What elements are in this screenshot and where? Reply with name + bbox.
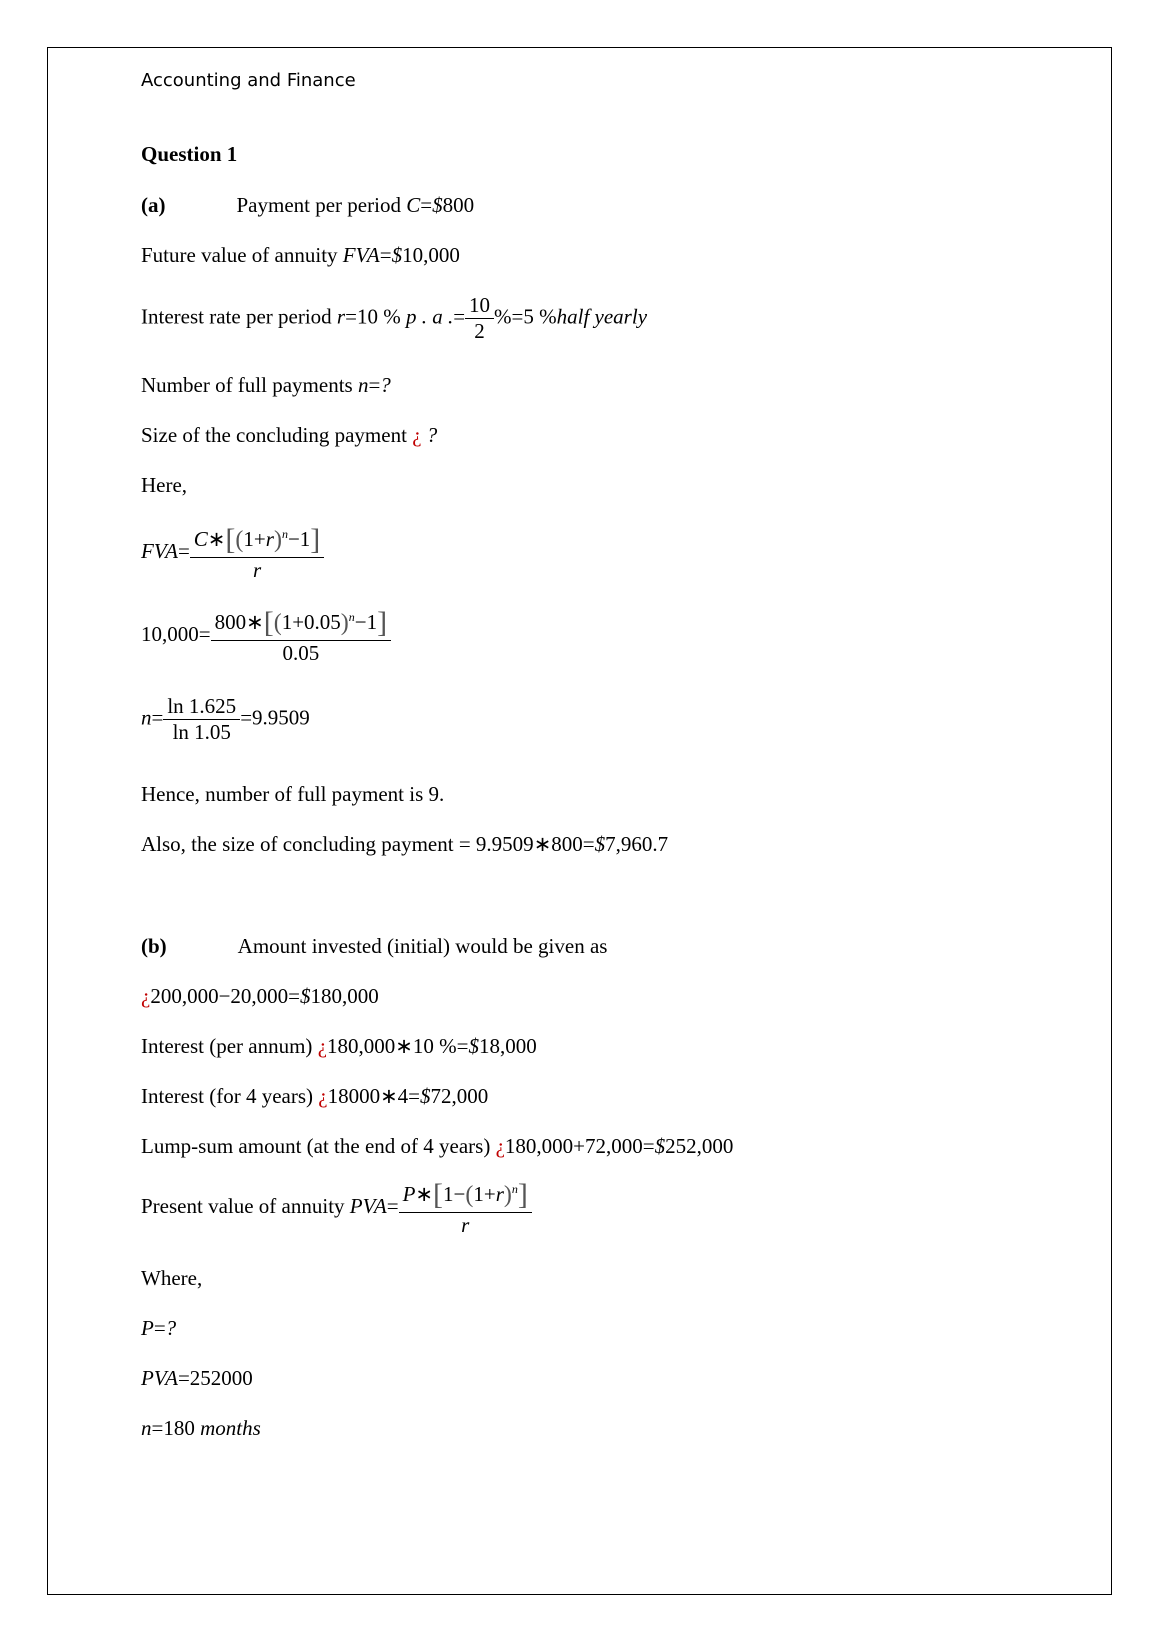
pva-formula: Present value of annuity PVA= $\frac{P∗[1-(1+r)^n]}{r}$ bbox=[141, 1180, 532, 1236]
here-line: Here, bbox=[141, 473, 188, 497]
rate-fraction: $\frac{10}{2}$ bbox=[465, 295, 494, 342]
fva-substituted: 10,000= $\frac{800∗[(1+0.05)^n-1]}{0.05}$ bbox=[141, 608, 391, 664]
interest-4-years-line: Interest (for 4 years) ¿18000∗4=$72,000 bbox=[141, 1084, 489, 1108]
page-header: Accounting and Finance bbox=[141, 70, 356, 91]
fva-line: Future value of annuity FVA=$10,000 bbox=[141, 243, 460, 267]
payment-line: (a) Payment per period C=$800 bbox=[141, 193, 475, 217]
size-line: Size of the concluding payment ¿ ? bbox=[141, 423, 438, 447]
p-line: P=? bbox=[141, 1316, 177, 1340]
concluding-payment-line: Also, the size of concluding payment = 9.9509∗800=$7,960.7 bbox=[141, 832, 669, 856]
pva-value-line: PVA=252000 bbox=[141, 1366, 253, 1390]
interest-per-annum-line: Interest (per annum) ¿180,000∗10 %=$18,000 bbox=[141, 1034, 537, 1058]
fva-formula: FVA= $\frac{C∗[(1+r)^n-1]}{r}$ bbox=[141, 525, 324, 581]
hence-line: Hence, number of full payment is 9. bbox=[141, 782, 445, 806]
lump-sum-line: Lump-sum amount (at the end of 4 years) ¿180,000+72,000=$252,000 bbox=[141, 1134, 734, 1158]
part-b-intro: (b) Amount invested (initial) would be given as bbox=[141, 934, 608, 958]
rate-line: Interest rate per period r=10 % p . a .= $\frac{10}{2}$ %=5 %half yearly bbox=[141, 293, 648, 343]
n-solution: n= $\frac{\ln 1.625}{\ln 1.05}$ =9.9509 bbox=[141, 694, 310, 744]
question-heading: Question 1 bbox=[141, 142, 238, 166]
n-months-line: n=180 months bbox=[141, 1416, 261, 1440]
where-line: Where, bbox=[141, 1266, 203, 1290]
n-line: Number of full payments n=? bbox=[141, 373, 391, 397]
page-border bbox=[47, 47, 1112, 1595]
amount-invested-line: ¿200,000−20,000=$180,000 bbox=[141, 984, 379, 1008]
